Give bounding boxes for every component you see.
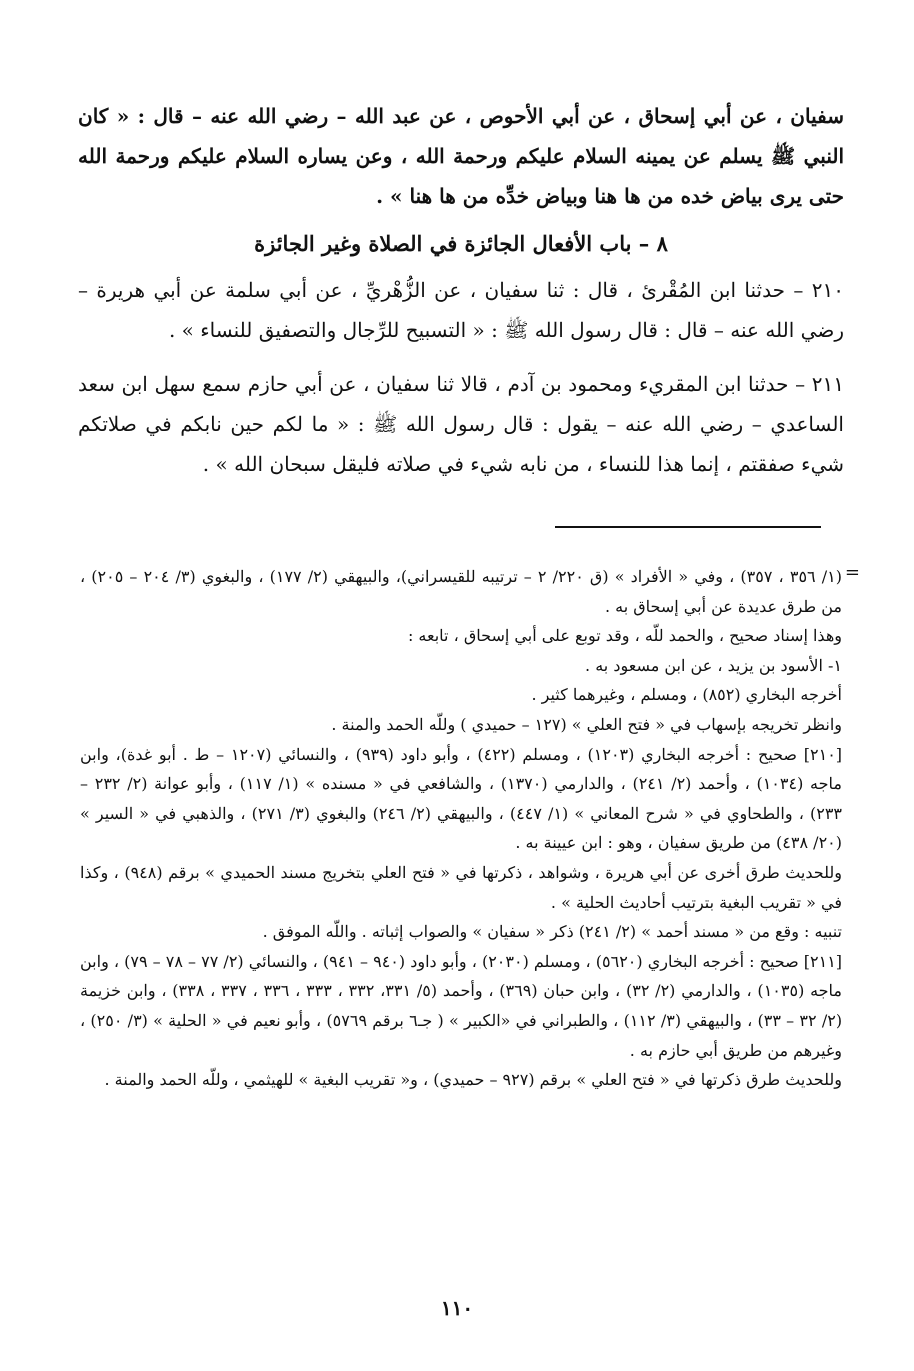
chapter-heading: ٨ – باب الأفعال الجائزة في الصلاة وغير الجائزة bbox=[254, 231, 668, 256]
footnote-210: [٢١٠] صحيح : أخرجه البخاري (١٢٠٣) ، ومسلم (٤٢٢) ، وأبو داود (٩٣٩) ، والنسائي (١٢٠٧ – ط . أبو غدة)، وابن ماجه (١٠٣٤) ، وأحمد (٢/ ٢٤١) ، والدارمي (١٣٧٠) ، والشافعي في « مسنده » (١/ ١١٧) ، وأبو عوانة (٢/ ٢٣٢ – ٢٣٣) ، والطحاوي في « شرح المعاني » (١/ ٤٤٧) ، والبيهقي (٢/ ٢٤٦) والبغوي (٣/ ٢٧١) ، والذهبي في « السير » (٢٠/ ٤٣٨) من طريق سفيان ، وهو : ابن عيينة به . bbox=[80, 744, 843, 853]
footnote-line: وهذا إسناد صحيح ، والحمد للّه ، وقد توبع على أبي إسحاق ، تابعه : bbox=[407, 626, 842, 646]
hadith-210: ٢١٠ – حدثنا ابن المُقْرئ ، قال : ثنا سفيان ، عن الزُّهْريِّ ، عن أبي سلمة عن أبي هريرة – رضي الله عنه – قال : قال رسول الله ﷺ : « التسبيح للرِّجال والتصفيق للنساء » . bbox=[78, 278, 844, 342]
footnote-continuation-mark: = bbox=[844, 562, 860, 583]
main-text bbox=[78, 96, 844, 484]
footnote-line: وللحديث طرق ذكرتها في « فتح العلي » برقم (٩٢٧ – حميدي) ، و« تقريب البغية » للهيثمي ، وللّه الحمد والمنة . bbox=[104, 1070, 842, 1090]
footnote-separator bbox=[555, 526, 821, 528]
footnote-211: [٢١١] صحيح : أخرجه البخاري (٥٦٢٠) ، ومسلم (٢٠٣٠) ، وأبو داود (٩٤٠ – ٩٤١) ، والنسائي (٢/ ٧٧ – ٧٨ – ٧٩) ، وابن ماجه (١٠٣٥) ، والدارمي (٢/ ٣٢) ، وابن حبان (٣٦٩) ، وأحمد (٥/ ٣٣١، ٣٣٢ ، ٣٣٣ ، ٣٣٦ ، ٣٣٧ ، ٣٣٨) ، وابن خزيمة (٢/ ٣٢ – ٣٣) ، والبيهقي (٣/ ١١٢) ، والطبراني في «الكبير » ( جـ٦ برقم ٥٧٦٩) ، وأبو نعيم في « الحلية » (٣/ ٢٥٠) ، وغيرهم من طريق أبي حازم به . bbox=[80, 951, 843, 1060]
footnote-line: وللحديث طرق أخرى عن أبي هريرة ، وشواهد ، ذكرتها في « فتح العلي بتخريج مسند الحميدي » برقم (٩٤٨) ، وكذا في « تقريب البغية بترتيب أحاديث الحلية » . bbox=[80, 862, 843, 912]
footnote-line: أخرجه البخاري (٨٥٢) ، ومسلم ، وغيرهما كثير . bbox=[531, 685, 842, 705]
footnotes bbox=[80, 562, 860, 1095]
footnote-line: ١- الأسود بن يزيد ، عن ابن مسعود به . bbox=[585, 655, 842, 675]
hadith-continuation: سفيان ، عن أبي إسحاق ، عن أبي الأحوص ، عن عبد الله – رضي الله عنه – قال : « كان النبي ﷺ يسلم عن يمينه السلام عليكم ورحمة الله ، وعن يساره السلام عليكم ورحمة الله حتى يرى بياض خده من ها هنا وبياض خدِّه من ها هنا » . bbox=[78, 104, 845, 208]
footnote-line: وانظر تخريجه بإسهاب في « فتح العلي » (١٢٧ – حميدي ) وللّه الحمد والمنة . bbox=[331, 714, 842, 734]
hadith-211: ٢١١ – حدثنا ابن المقريء ومحمود بن آدم ، قالا ثنا سفيان ، عن أبي حازم سمع سهل ابن سعد الساعدي – رضي الله عنه – يقول : قال رسول الله ﷺ : « ما لكم حين نابكم في صلاتكم شيء صفقتم ، إنما هذا للنساء ، من نابه شيء في صلاته فليقل سبحان الله » . bbox=[78, 372, 845, 476]
page-number: ١١٠ bbox=[440, 1296, 474, 1320]
footnote-note: تنبيه : وقع من « مسند أحمد » (٢/ ٢٤١) ذكر « سفيان » والصواب إثباته . واللّه الموفق . bbox=[262, 922, 842, 942]
footnote-line: (١/ ٣٥٦ ، ٣٥٧) ، وفي « الأفراد » (ق ٢٢٠/ ٢ – ترتيبه للقيسراني)، والبيهقي (٢/ ١٧٧) ، والبغوي (٣/ ٢٠٤ – ٢٠٥) ، من طرق عديدة عن أبي إسحاق به . bbox=[80, 567, 842, 616]
